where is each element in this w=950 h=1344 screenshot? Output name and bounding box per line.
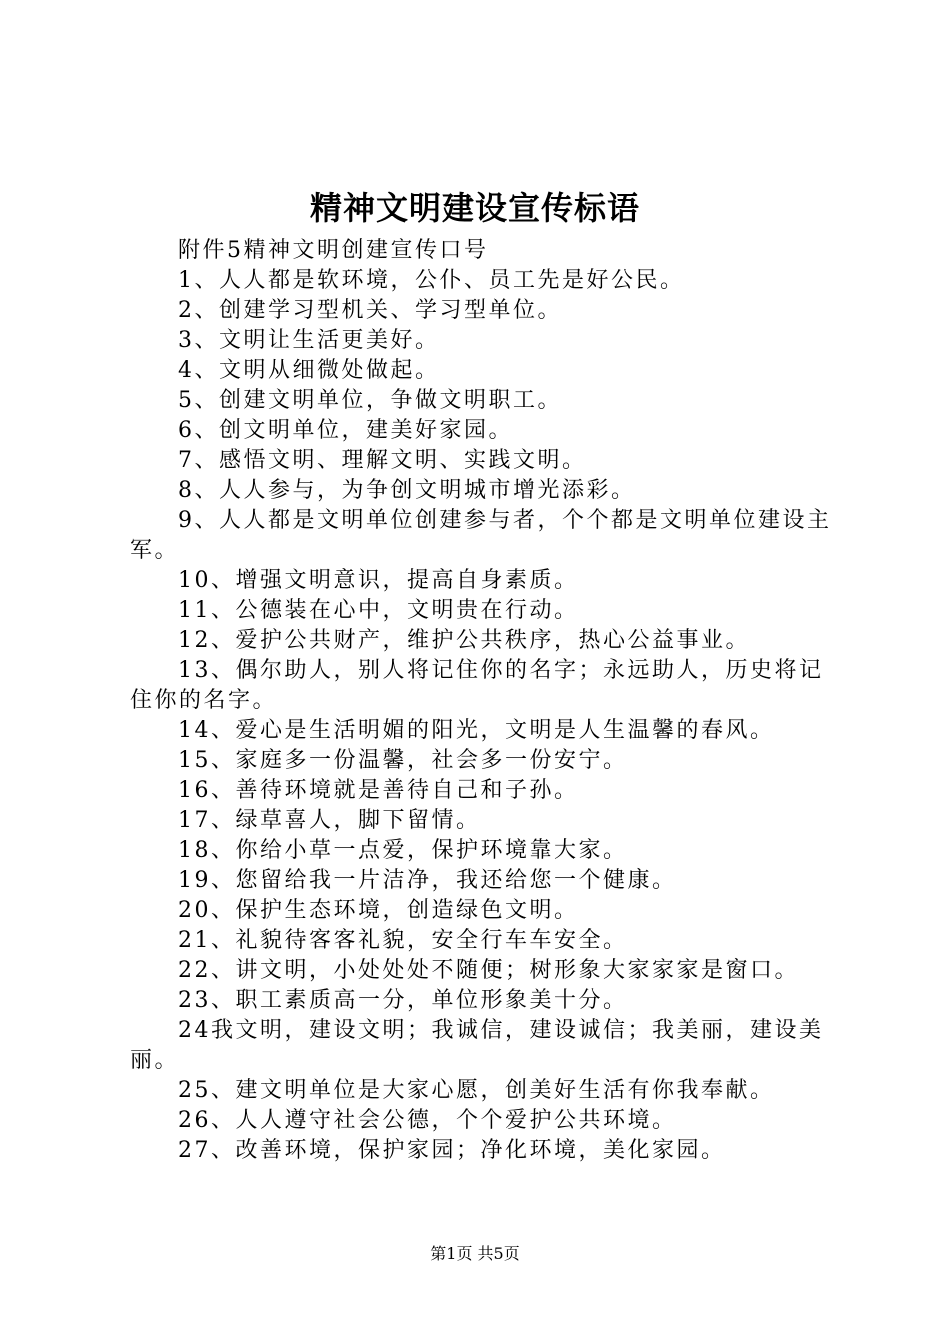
slogan-item: 9、人人都是文明单位创建参与者，个个都是文明单位建设主军。 [130,508,832,563]
slogan-item: 19、您留给我一片洁净，我还给您一个健康。 [178,868,677,893]
slogan-item: 4、文明从细微处做起。 [178,358,440,383]
slogan-item: 17、绿草喜人，脚下留情。 [178,808,481,833]
slogan-item: 3、文明让生活更美好。 [178,328,440,353]
slogan-item: 16、善待环境就是善待自己和子孙。 [178,778,579,803]
slogan-item: 18、你给小草一点爱，保护环境靠大家。 [178,838,628,863]
slogan-item: 5、创建文明单位，争做文明职工。 [178,388,562,413]
slogan-item: 22、讲文明，小处处处不随便；树形象大家家家是窗口。 [178,958,799,983]
document-title: 精神文明建设宣传标语 [309,189,640,227]
slogan-item: 8、人人参与，为争创文明城市增光添彩。 [178,478,636,503]
slogan-item: 26、人人遵守社会公德，个个爱护公共环境。 [178,1108,677,1133]
slogan-item: 1、人人都是软环境，公仆、员工先是好公民。 [178,268,685,293]
paragraph-attachment-heading: 附件5精神文明创建宣传口号 [178,238,489,263]
slogan-item: 6、创文明单位，建美好家园。 [178,418,513,443]
page-footer: 第1页 共5页 [430,1244,520,1263]
slogan-item: 2、创建学习型机关、学习型单位。 [178,298,562,323]
slogan-item: 21、礼貌待客客礼貌，安全行车车安全。 [178,928,628,953]
slogan-item: 10、增强文明意识，提高自身素质。 [178,568,579,593]
slogan-item: 14、爱心是生活明媚的阳光，文明是人生温馨的春风。 [178,718,775,743]
document-body [130,236,836,1166]
slogan-item: 12、爱护公共财产，维护公共秩序，热心公益事业。 [178,628,750,653]
slogan-item: 15、家庭多一份温馨，社会多一份安宁。 [178,748,628,773]
slogan-item: 25、建文明单位是大家心愿，创美好生活有你我奉献。 [178,1078,775,1103]
slogan-item: 23、职工素质高一分，单位形象美十分。 [178,988,628,1013]
slogan-item: 11、公德装在心中，文明贵在行动。 [178,598,579,623]
slogan-item: 7、感悟文明、理解文明、实践文明。 [178,448,587,473]
slogan-item: 13、偶尔助人，别人将记住你的名字；永远助人，历史将记住你的名字。 [130,658,824,713]
slogan-item: 20、保护生态环境，创造绿色文明。 [178,898,579,923]
slogan-item: 27、改善环境，保护家园；净化环境，美化家园。 [178,1138,726,1163]
slogan-item: 24我文明，建设文明；我诚信，建设诚信；我美丽，建设美丽。 [130,1018,824,1073]
